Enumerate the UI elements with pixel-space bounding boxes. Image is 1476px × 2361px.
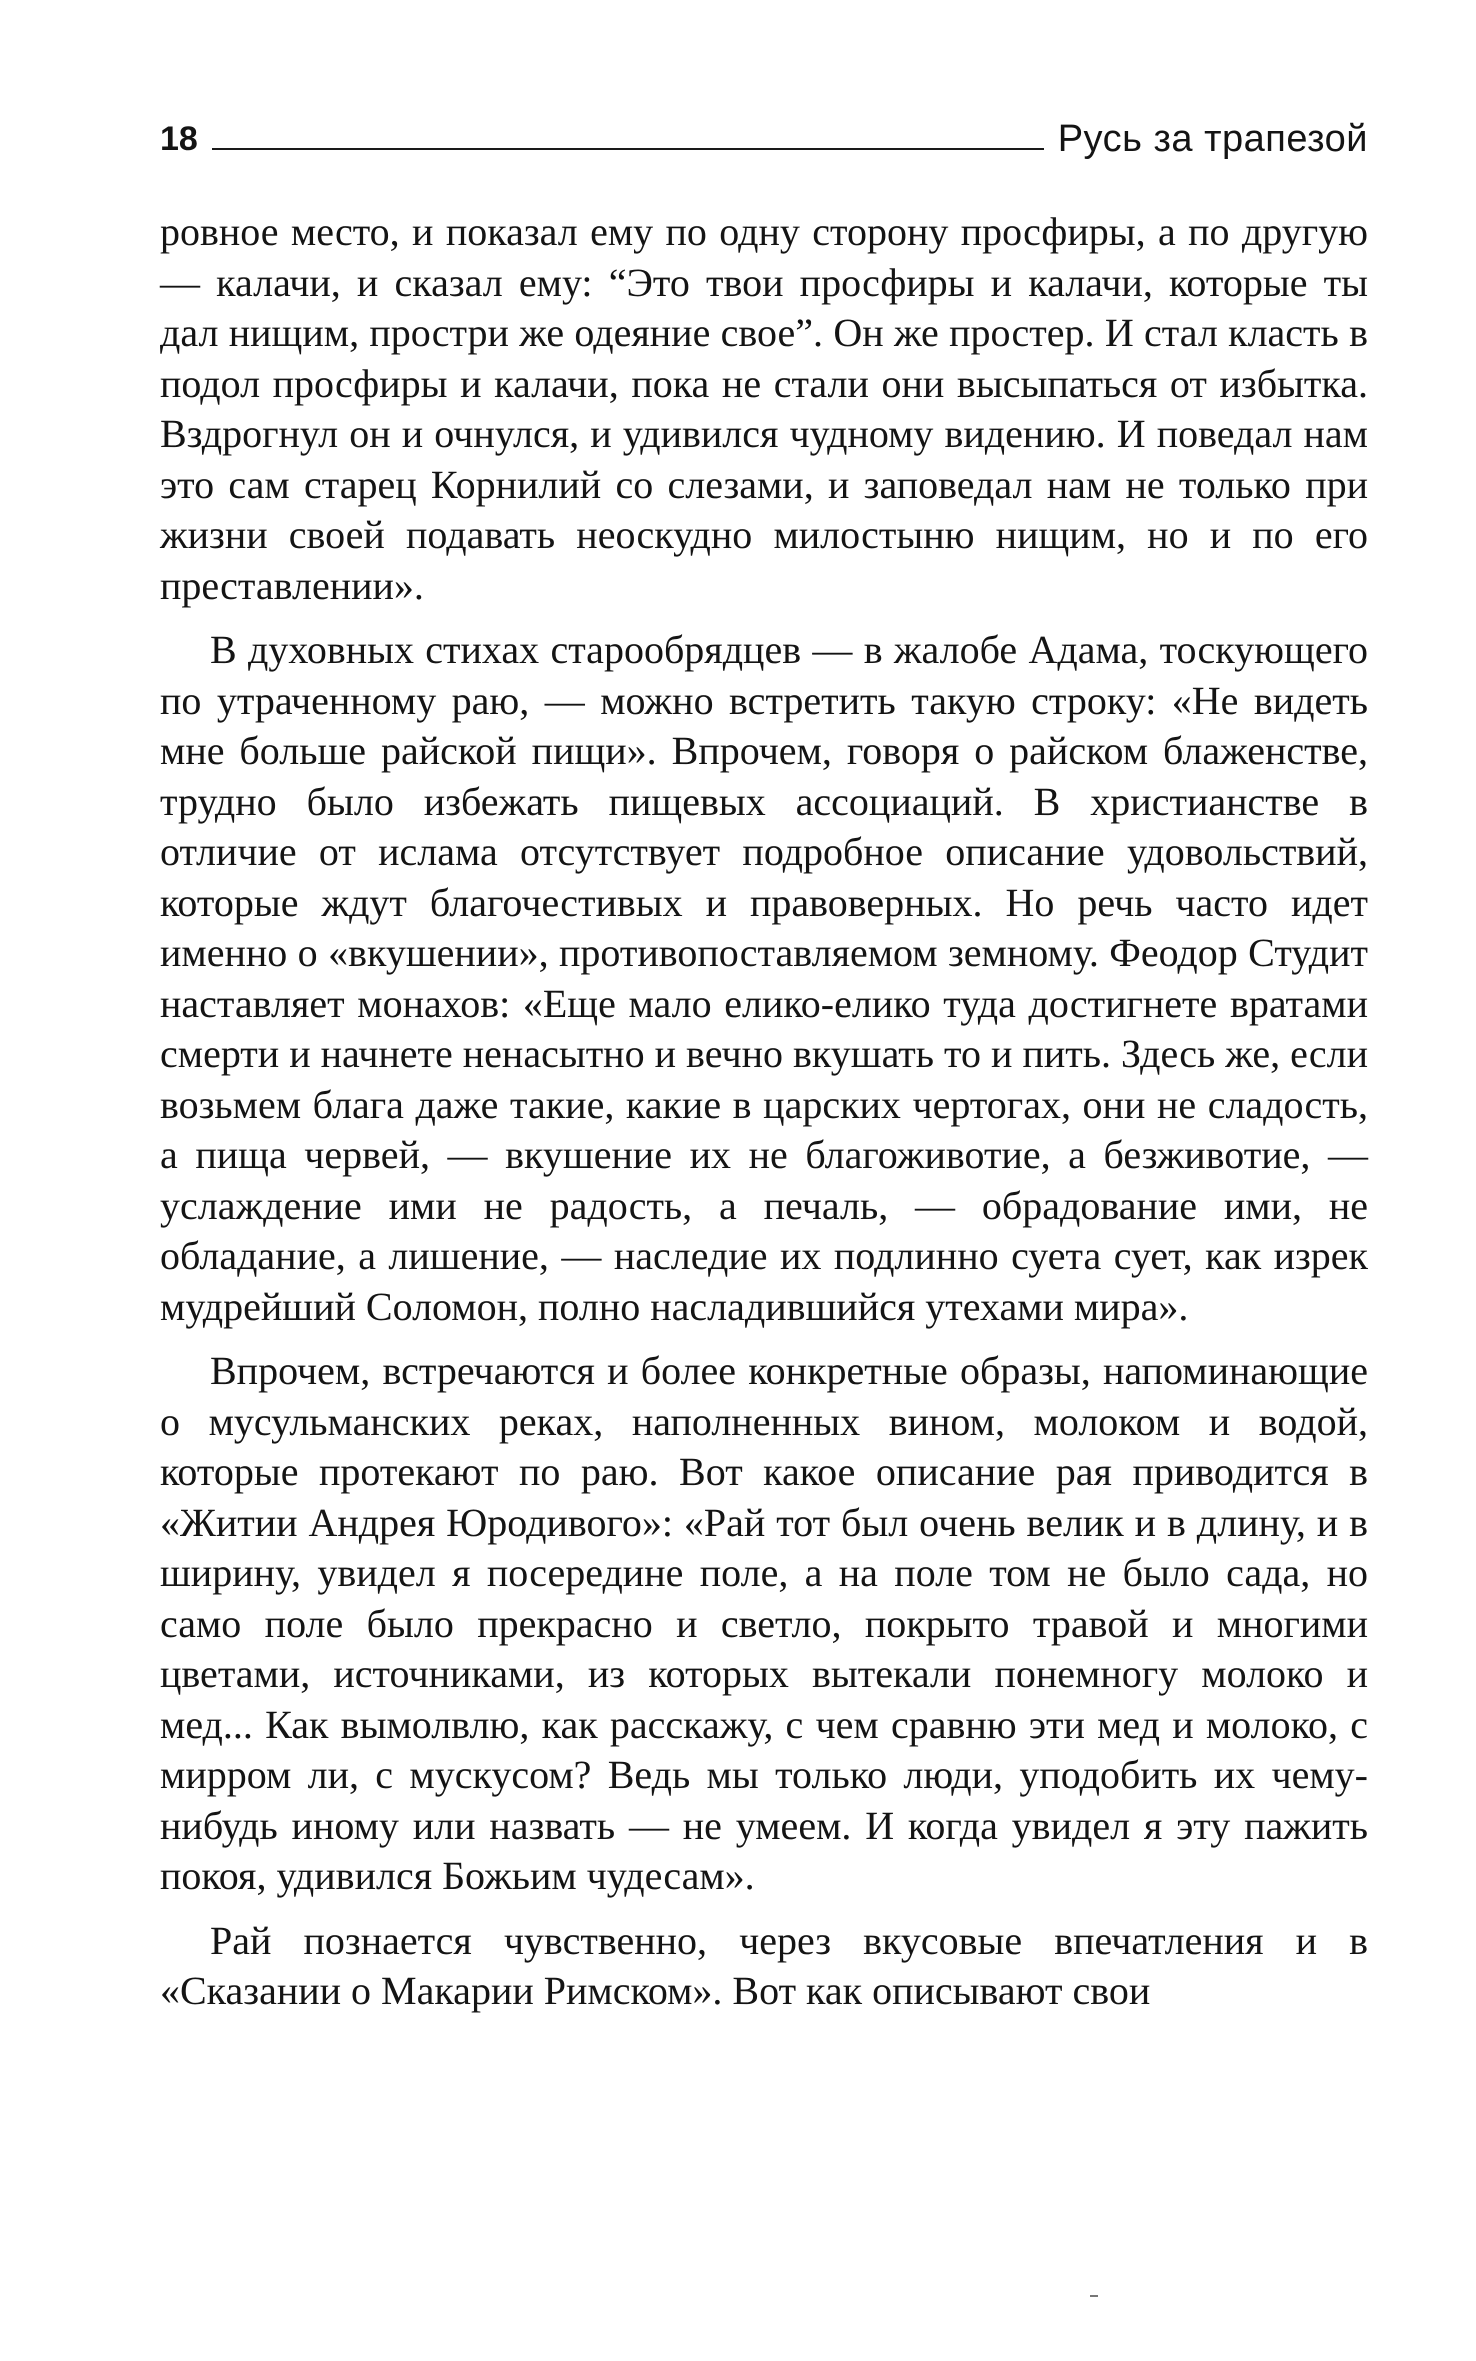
body-text <box>160 207 1368 2017</box>
print-speck <box>1090 2295 1098 2297</box>
running-header <box>160 104 1368 160</box>
paragraph-continued: ровное место, и показал ему по одну сторону просфиры, а по другую — калачи, и сказал ему: “Это твои просфиры и калачи, которые ты дал нищим, простри же одеяние свое”. Он же простер. И стал класть в подол просфиры и калачи, пока не стали они высыпаться от избытка. Вздрогнул он и очнулся, и удивился чудному видению. И поведал нам это сам старец Корнилий со слезами, и заповедал нам не только при жизни своей подавать неоскудно милостыню нищим, но и по его преставлении». <box>160 209 1368 608</box>
paragraph: Рай познается чувственно, через вкусовые впечатления и в «Сказании о Макарии Римском». Вот как описывают свои <box>160 1917 1368 2013</box>
paragraph: Впрочем, встречаются и более конкретные образы, напоминающие о мусульманских реках, наполненных вином, молоком и водой, которые протекают по раю. Вот какое описание рая приводится в «Житии Андрея Юродивого»: «Рай тот был очень велик и в длину, и в ширину, увидел я посередине поле, а на поле том не было сада, но само поле было прекрасно и светло, покрыто травой и многими цветами, источниками, из которых вытекали понемногу молоко и мед... Как вымолвлю, как расскажу, с чем сравню эти мед и молоко, с мирром ли, с мускусом? Ведь мы только люди, уподобить их чему-нибудь иному или назвать — не умеем. И когда увидел я эту пажить покоя, удивился Божьим чудесам». <box>160 1348 1368 1898</box>
running-title: Русь за трапезой <box>1057 118 1368 160</box>
header-rule <box>212 148 1044 150</box>
page-number: 18 <box>160 120 198 158</box>
paragraph: В духовных стихах старообрядцев — в жалобе Адама, тоскующего по утраченному раю, — можно встретить такую строку: «Не видеть мне больше райской пищи». Впрочем, говоря о райском блаженстве, трудно было избежать пищевых ассоциаций. В христианстве в отличие от ислама отсутствует подробное описание удовольствий, которые ждут благочестивых и правоверных. Но речь часто идет именно о «вкушении», противопоставляемом земному. Феодор Студит наставляет монахов: «Еще мало елико-елико туда достигнете вратами смерти и начнете ненасытно и вечно вкушать то и пить. Здесь же, если возьмем блага даже такие, какие в царских чертогах, они не сладость, а пища червей, — вкушение их не благоживотие, а безживотие, — услаждение ими не радость, а печаль, — обрадование ими, не обладание, а лишение, — наследие их подлинно суета сует, как изрек мудрейший Соломон, полно насладившийся утехами мира». <box>160 627 1368 1329</box>
